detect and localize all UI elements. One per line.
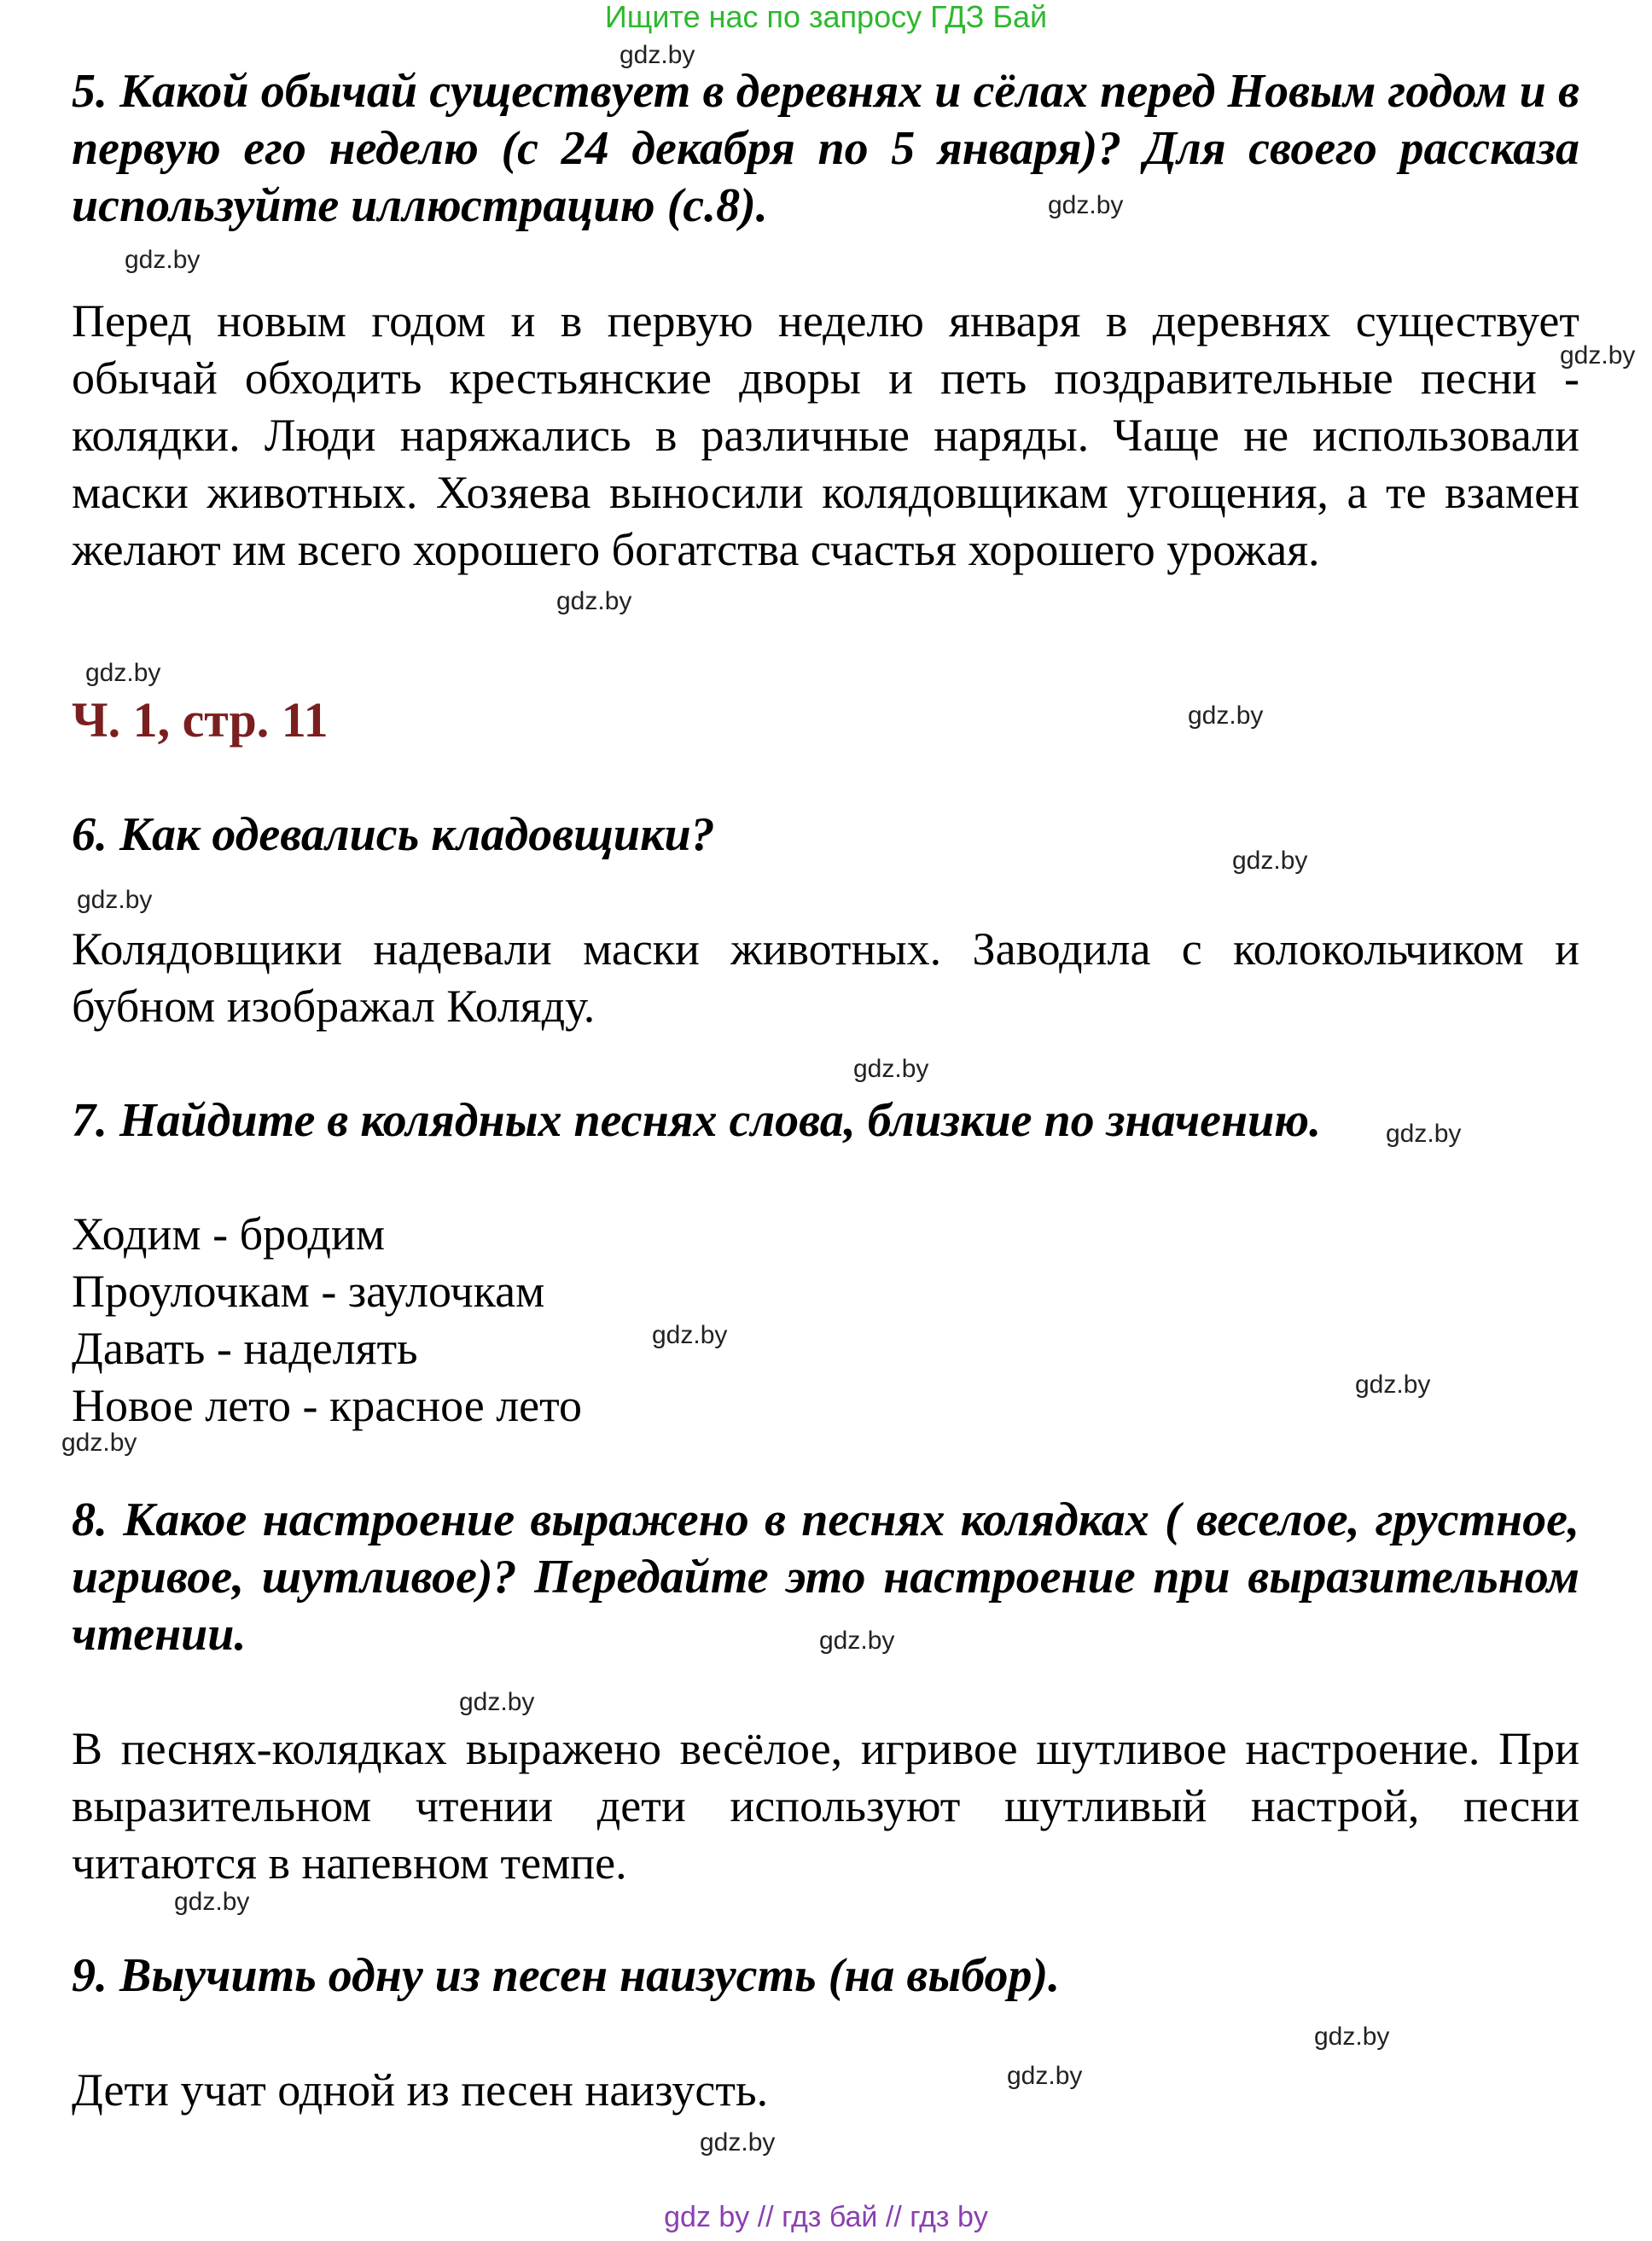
synonym-pair: Проулочкам - заулочкам bbox=[72, 1266, 545, 1317]
answer-7-list bbox=[72, 1206, 1579, 1435]
synonym-pair: Новое лето - красное лето bbox=[72, 1380, 583, 1431]
watermark: gdz.by bbox=[1232, 847, 1308, 875]
watermark: gdz.by bbox=[700, 2128, 776, 2157]
answer-5: Перед новым годом и в первую неделю января в деревнях существует обычай обходить крестьянские дворы и петь поздравительные песни - колядки. Люди наряжались в различные наряды. Чаще не использовали маски животных. Хозяева выносили колядовщикам угощения, а те взамен желают им всего хорошего богатства счастья хорошего урожая. bbox=[72, 295, 1579, 575]
watermark: gdz.by bbox=[819, 1627, 895, 1655]
answer-9: Дети учат одной из песен наизусть. bbox=[72, 2064, 769, 2116]
footer-links[interactable]: gdz by // гдз бай // гдз by bbox=[664, 2201, 988, 2233]
question-5: 5. Какой обычай существует в деревнях и сёлах перед Новым годом и в первую его неделю (с 24 декабря по 5 января)? Для своего рассказа используйте иллюстрацию (с.8). bbox=[72, 65, 1579, 232]
watermark: gdz.by bbox=[1355, 1371, 1431, 1399]
question-7: 7. Найдите в колядных песнях слова, близкие по значению. bbox=[72, 1094, 1322, 1147]
watermark: gdz.by bbox=[1386, 1120, 1462, 1148]
watermark: gdz.by bbox=[85, 659, 161, 687]
synonym-pair: Ходим - бродим bbox=[72, 1208, 386, 1260]
watermark: gdz.by bbox=[1048, 191, 1124, 219]
watermark: gdz.by bbox=[1314, 2023, 1390, 2051]
watermark: gdz.by bbox=[459, 1688, 535, 1716]
watermark: gdz.by bbox=[174, 1888, 250, 1916]
watermark: gdz.by bbox=[61, 1429, 137, 1457]
header-search-hint[interactable]: Ищите нас по запросу ГДЗ Бай bbox=[604, 0, 1048, 34]
watermark: gdz.by bbox=[620, 41, 695, 69]
watermark: gdz.by bbox=[1007, 2062, 1083, 2090]
watermark: gdz.by bbox=[853, 1055, 929, 1083]
synonym-pair: Давать - наделять bbox=[72, 1323, 418, 1374]
watermark: gdz.by bbox=[1188, 701, 1264, 730]
watermark: gdz.by bbox=[1560, 341, 1636, 370]
answer-6: Колядовщики надевали маски животных. Заводила с колокольчиком и бубном изображал Коляду. bbox=[72, 923, 1579, 1032]
question-9: 9. Выучить одну из песен наизусть (на выбор). bbox=[72, 1949, 1061, 2002]
question-6: 6. Как одевались кладовщики? bbox=[72, 808, 715, 861]
section-heading: Ч. 1, стр. 11 bbox=[72, 692, 329, 748]
watermark: gdz.by bbox=[125, 246, 201, 274]
watermark: gdz.by bbox=[77, 886, 153, 914]
question-8: 8. Какое настроение выражено в песнях колядках ( веселое, грустное, игривое, шутливое)? Передайте это настроение при выразительном чтении. bbox=[72, 1493, 1579, 1661]
answer-8: В песнях-колядках выражено весёлое, игривое шутливое настроение. При выразительном чтении дети используют шутливый настрой, песни читаются в напевном темпе. bbox=[72, 1723, 1579, 1889]
watermark: gdz.by bbox=[556, 587, 632, 615]
watermark: gdz.by bbox=[652, 1321, 728, 1349]
